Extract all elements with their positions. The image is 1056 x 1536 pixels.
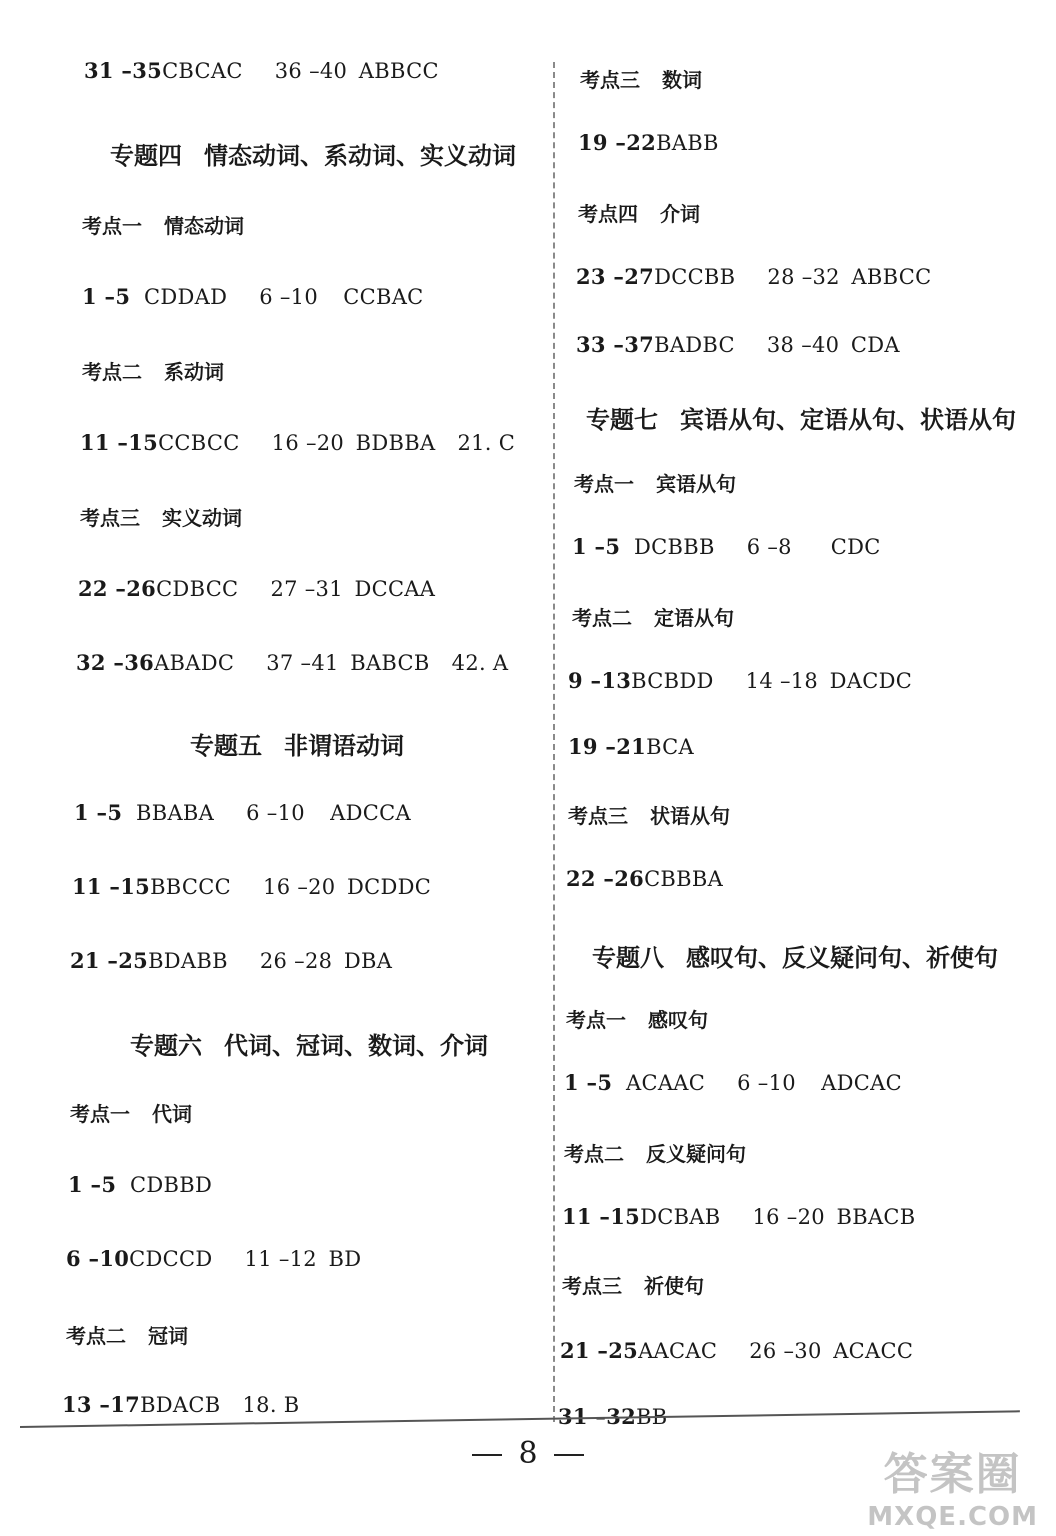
question-range-2: 36 –40 (274, 59, 348, 83)
topic-number: 专题四 (110, 142, 182, 170)
question-range: 6 –10 (66, 1246, 130, 1271)
question-range-2: 26 –30 (749, 1339, 822, 1363)
section-point-heading (70, 1098, 192, 1127)
point-number: 考点二 (82, 360, 142, 384)
question-range: 11 –15 (72, 874, 151, 899)
answer-key-2: CDC (830, 535, 881, 559)
point-number: 考点二 (66, 1324, 126, 1348)
answer-row (62, 1392, 322, 1417)
answer-key: BB (636, 1405, 668, 1429)
answer-key-2: DBA (343, 949, 393, 973)
question-range: 22 –26 (566, 866, 645, 891)
answer-key: DCBAB (640, 1205, 721, 1229)
topic-heading (130, 1026, 488, 1061)
answer-key: CCBCC (158, 431, 240, 455)
section-point-heading (564, 1138, 746, 1167)
point-title: 状语从句 (650, 804, 730, 828)
answer-row (82, 284, 446, 309)
section-point-heading (82, 356, 224, 385)
page-dash-right (554, 1454, 584, 1456)
answer-key: BBCCC (150, 875, 232, 899)
question-range-2: 14 –18 (745, 669, 819, 693)
answer-row (568, 668, 934, 693)
answer-key-2: BABCB (350, 651, 430, 675)
question-range-2: 27 –31 (270, 577, 343, 601)
section-point-heading (568, 800, 730, 829)
question-range: 23 –27 (576, 264, 655, 289)
answer-key-2: BD (328, 1247, 362, 1271)
question-range: 32 –36 (76, 650, 155, 675)
answer-row (84, 58, 461, 83)
section-point-heading (580, 64, 702, 93)
point-title: 系动词 (164, 360, 224, 384)
answer-key: BCA (646, 735, 695, 759)
topic-title: 非谓语动词 (284, 732, 404, 760)
answer-row (68, 1172, 234, 1197)
topic-heading (592, 938, 998, 973)
question-range: 13 –17 (62, 1392, 141, 1417)
answer-row (564, 1070, 924, 1095)
point-number: 考点二 (564, 1142, 624, 1166)
topic-title: 感叹句、反义疑问句、祈使句 (686, 944, 998, 972)
question-range: 1 –5 (82, 284, 131, 309)
answer-key: BBABA (136, 801, 215, 825)
answer-row (76, 650, 530, 675)
answer-key-2: CCBAC (343, 285, 424, 309)
question-range: 1 –5 (74, 800, 123, 825)
section-point-heading (574, 468, 736, 497)
question-range-2: 26 –28 (259, 949, 333, 973)
answer-key: BDACB (140, 1393, 221, 1417)
answer-row (78, 576, 457, 601)
point-title: 祈使句 (644, 1274, 704, 1298)
answer-extra: 21. C (457, 431, 516, 455)
question-range-2: 16 –20 (263, 875, 336, 899)
answer-row (80, 430, 537, 455)
question-range: 21 –25 (70, 948, 149, 973)
answer-row (560, 1338, 935, 1363)
point-title: 宾语从句 (656, 472, 736, 496)
answer-row (578, 130, 741, 155)
question-range: 19 –22 (578, 130, 657, 155)
question-range-2: 37 –41 (266, 651, 339, 675)
answer-key-2: ABBCC (358, 59, 439, 83)
point-number: 考点二 (572, 606, 632, 630)
answer-key: CDCCD (129, 1247, 213, 1271)
section-point-heading (578, 198, 700, 227)
topic-title: 宾语从句、定语从句、状语从句 (680, 406, 1016, 434)
point-number: 考点三 (562, 1274, 622, 1298)
question-range-2: 16 –20 (271, 431, 345, 455)
answer-key: ACAAC (626, 1071, 706, 1095)
site-watermark (867, 1438, 1038, 1532)
answer-extra: 18. B (242, 1393, 300, 1417)
point-title: 冠词 (148, 1324, 188, 1348)
section-point-heading (566, 1004, 708, 1033)
point-title: 定语从句 (654, 606, 734, 630)
topic-number: 专题五 (190, 732, 262, 760)
point-number: 考点三 (80, 506, 140, 530)
answer-row (568, 734, 716, 759)
answer-key-2: ABBCC (851, 265, 932, 289)
section-point-heading (80, 502, 242, 531)
answer-key-2: DCCAA (354, 577, 436, 601)
answer-extra: 42. A (451, 651, 509, 675)
answer-key: BCBDD (631, 669, 714, 693)
watermark-url: MXQE.COM (867, 1502, 1038, 1532)
question-range-2: 6 –8 (746, 535, 792, 559)
point-number: 考点一 (82, 214, 142, 238)
answer-row (70, 948, 414, 973)
question-range-2: 11 –12 (244, 1247, 317, 1271)
point-title: 反义疑问句 (646, 1142, 746, 1166)
question-range: 1 –5 (564, 1070, 613, 1095)
answer-key-2: BBACB (836, 1205, 916, 1229)
answer-key: CDBBD (130, 1173, 213, 1197)
question-range: 31 –35 (84, 58, 163, 83)
question-range-2: 6 –10 (246, 801, 305, 825)
answer-key: CDBCC (156, 577, 239, 601)
answer-key: BADBC (654, 333, 735, 357)
answer-row (66, 1246, 383, 1271)
question-range: 1 –5 (68, 1172, 117, 1197)
answer-key-2: ADCCA (330, 801, 411, 825)
point-number: 考点三 (568, 804, 628, 828)
point-title: 数词 (662, 68, 702, 92)
page-number-text: 8 (518, 1436, 538, 1471)
question-range-2: 6 –10 (737, 1071, 796, 1095)
question-range: 19 –21 (568, 734, 647, 759)
answer-key: AACAC (638, 1339, 718, 1363)
section-point-heading (66, 1320, 188, 1349)
topic-number: 专题六 (130, 1032, 202, 1060)
topic-title: 代词、冠词、数词、介词 (224, 1032, 488, 1060)
answer-row (576, 332, 922, 357)
answer-key: DCCBB (654, 265, 736, 289)
section-point-heading (572, 602, 734, 631)
answer-key: CBCAC (162, 59, 243, 83)
question-range-2: 28 –32 (767, 265, 840, 289)
column-divider (553, 62, 555, 1422)
answer-key: ABADC (154, 651, 235, 675)
point-title: 介词 (660, 202, 700, 226)
topic-heading (190, 726, 404, 761)
answer-row (72, 874, 453, 899)
section-point-heading (562, 1270, 704, 1299)
answer-row (74, 800, 433, 825)
answer-key-2: DCDDC (347, 875, 432, 899)
page-dash-left (472, 1454, 502, 1456)
point-number: 考点一 (566, 1008, 626, 1032)
question-range: 33 –37 (576, 332, 655, 357)
answer-key: DCBBB (634, 535, 715, 559)
question-range: 9 –13 (568, 668, 632, 693)
section-point-heading (82, 210, 244, 239)
answer-key-2: BDBBA (355, 431, 436, 455)
question-range: 1 –5 (572, 534, 621, 559)
answer-row (562, 1204, 938, 1229)
answer-key: BDABB (148, 949, 228, 973)
answer-key: CDDAD (144, 285, 228, 309)
question-range-2: 16 –20 (752, 1205, 825, 1229)
point-title: 实义动词 (162, 506, 242, 530)
question-range: 11 –15 (80, 430, 159, 455)
answer-key-2: DACDC (829, 669, 913, 693)
point-title: 情态动词 (164, 214, 244, 238)
answer-key-2: CDA (850, 333, 900, 357)
topic-number: 专题八 (592, 944, 664, 972)
answer-key: CBBBA (644, 867, 724, 891)
point-title: 感叹句 (648, 1008, 708, 1032)
question-range-2: 38 –40 (766, 333, 840, 357)
point-number: 考点一 (70, 1102, 130, 1126)
point-number: 考点三 (580, 68, 640, 92)
topic-heading (110, 136, 516, 171)
watermark-logo-text: 答案圈 (883, 1449, 1022, 1500)
question-range: 11 –15 (562, 1204, 641, 1229)
question-range: 22 –26 (78, 576, 157, 601)
answer-row (576, 264, 953, 289)
answer-row (566, 866, 745, 891)
topic-title: 情态动词、系动词、实义动词 (204, 142, 516, 170)
topic-heading (586, 400, 1016, 435)
point-number: 考点四 (578, 202, 638, 226)
question-range: 31 –32 (558, 1404, 637, 1429)
answer-key-2: ACACC (833, 1339, 914, 1363)
topic-number: 专题七 (586, 406, 658, 434)
answer-row (572, 534, 903, 559)
question-range: 21 –25 (560, 1338, 639, 1363)
point-number: 考点一 (574, 472, 634, 496)
point-title: 代词 (152, 1102, 192, 1126)
answer-key: BABB (656, 131, 719, 155)
answer-key-2: ADCAC (821, 1071, 902, 1095)
question-range-2: 6 –10 (259, 285, 319, 309)
